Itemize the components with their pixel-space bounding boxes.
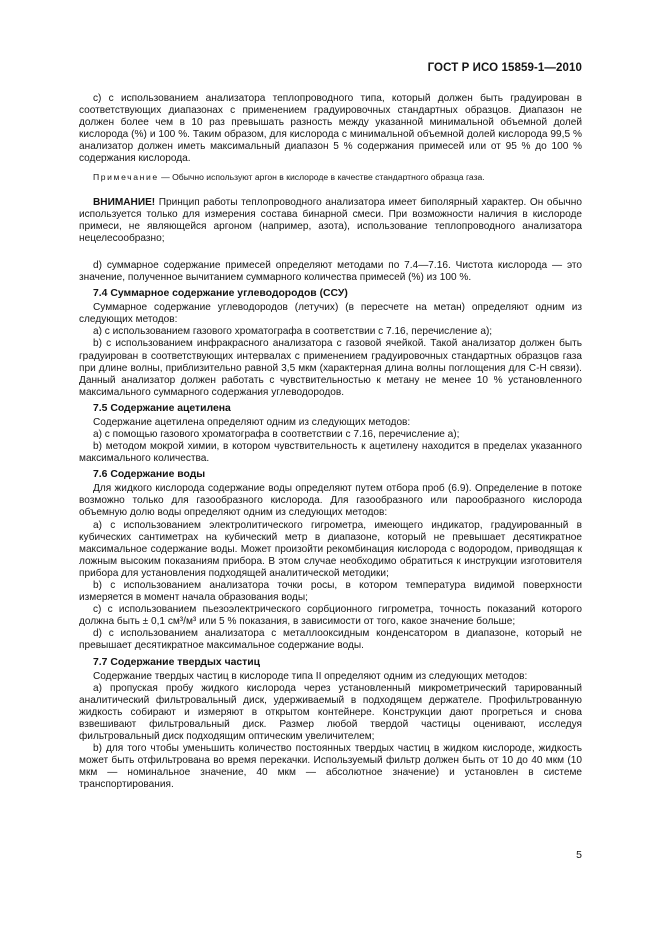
section-7-5-item-b: b) методом мокрой химии, в котором чувствительность к ацетилену находится в пределах указанного максимального количества. xyxy=(79,441,582,465)
paragraph-d: d) суммарное содержание примесей определяют методами по 7.4—7.16. Чистота кислорода — это значение, полученное вычитанием суммарного количества примесей (%) из 100 %. xyxy=(79,259,582,284)
warning-text: Принцип работы теплопроводного анализатора имеет биполярный характер. Он обычно используется только для измерения состава бинарной смеси. При возможности наличия в кислороде примеси, не являющейся аргоном (например, азота), использование теплопроводного анализатора нецелесообразно; xyxy=(79,196,582,244)
page-number: 5 xyxy=(576,849,582,861)
note-label: Примечание xyxy=(93,171,159,182)
section-7-6-item-b: b) с использованием анализатора точки росы, в котором температура видимой поверхности измеряется в момент начала образования воды; xyxy=(79,580,582,604)
note xyxy=(79,172,582,183)
section-7-6-intro: Для жидкого кислорода содержание воды определяют путем отбора проб (6.9). Определение в потоке возможно только для газообразного кислорода. Для газообразного или парообразного кислорода объемную долю воды определяют одним из следующих методов: xyxy=(79,483,582,519)
section-7-5-intro: Содержание ацетилена определяют одним из следующих методов: xyxy=(93,416,411,428)
document-body xyxy=(79,93,582,792)
warning-label: ВНИМАНИЕ! xyxy=(93,196,156,208)
section-7-7-item-b: b) для того чтобы уменьшить количество постоянных твердых частиц в жидком кислороде, жидкость может быть отфильтрована во время перекачки. Используемый фильтр должен быть от 10 до 40 мкм (10 мкм — номинальное значение, 40 мкм — абсолютное значение) и установлен в системе транспортирования. xyxy=(79,743,582,791)
section-7-4-item-a: a) с использованием газового хроматографа в соответствии с 7.16, перечисление a); xyxy=(93,326,493,338)
warning xyxy=(79,197,582,245)
section-7-5-title: 7.5 Содержание ацетилена xyxy=(93,402,231,414)
section-7-6-item-d: d) с использованием анализатора с металлооксидным конденсатором в диапазоне, который не превышает десятикратное максимальное содержание воды. xyxy=(79,628,582,652)
section-7-7-item-a: a) пропуская пробу жидкого кислорода через установленный микрометрический тарированный аналитический фильтровальный диск, удерживаемый в подходящем держателе. Профильтрованную жидкость собирают и измеряют в открытом контейнере. Конструкции дают прогреться и снова взвешивают фильтровальный диск. Размер любой твердой частицы оценивают, исследуя фильтровальный диск подходящим оптическим увеличителем; xyxy=(79,682,582,743)
section-7-6-item-c: c) с использованием пьезоэлектрического сорбционного гигрометра, точность показаний которого должна быть ± 0,1 см³/м³ или 5 % показания, в зависимости от того, какое значение больше; xyxy=(79,604,582,628)
section-7-4-title: 7.4 Суммарное содержание углеводородов (ССУ) xyxy=(93,288,348,300)
section-7-7-title: 7.7 Содержание твердых частиц xyxy=(93,656,261,668)
paragraph-c: c) с использованием анализатора теплопроводного типа, который должен быть градуирован в соответствующих диапазонах с применением градуировочных стандартных образцов. Диапазон не должен более чем в 10 раз превышать разность между указанной минимальной объемной долей кислорода (%) и 100 %. Таким образом, для кислорода с минимальной объемной долей кислорода 99,5 % анализатор должен иметь максимальный диапазон 5 % содержания примесей или от 95 % до 100 % содержания кислорода. xyxy=(79,93,582,165)
note-text: — Обычно используют аргон в кислороде в качестве стандартного образца газа. xyxy=(158,171,485,182)
document-header: ГОСТ Р ИСО 15859-1—2010 xyxy=(427,62,582,74)
section-7-5-item-a: a) с помощью газового хроматографа в соответствии с 7.16, перечисление a); xyxy=(93,428,460,440)
section-7-7-intro: Содержание твердых частиц в кислороде типа II определяют одним из следующих методов: xyxy=(93,670,528,682)
section-7-6-title: 7.6 Содержание воды xyxy=(93,469,206,481)
section-7-4-item-b: b) с использованием инфракрасного анализатора с газовой ячейкой. Такой анализатор должен быть градуирован в соответствующих интервалах с применением градуировочных стандартных образцов газа при длине волны, приблизительно равной 3,5 мкм (характерная длина волны поглощения для С-Н связи). Данный анализатор должен работать с чувствительностью к метану не менее 10 % установленного максимального суммарного содержания углеводородов. xyxy=(79,338,582,398)
section-7-4-intro: Суммарное содержание углеводородов (летучих) (в пересчете на метан) определяют одним из следующих методов: xyxy=(79,302,582,326)
section-7-6-item-a: a) с использованием электролитического гигрометра, имеющего индикатор, градуированный в кубических сантиметрах на кубический метр в диапазоне, который не превышает десятикратное максимальное содержание воды. Может произойти рекомбинация кислорода с водородом, приводящая к ложным высоким показаниям прибора. В этом случае необходимо обратиться к инструкции изготовителя прибора для установления подходящей аналитической методики; xyxy=(79,519,582,579)
